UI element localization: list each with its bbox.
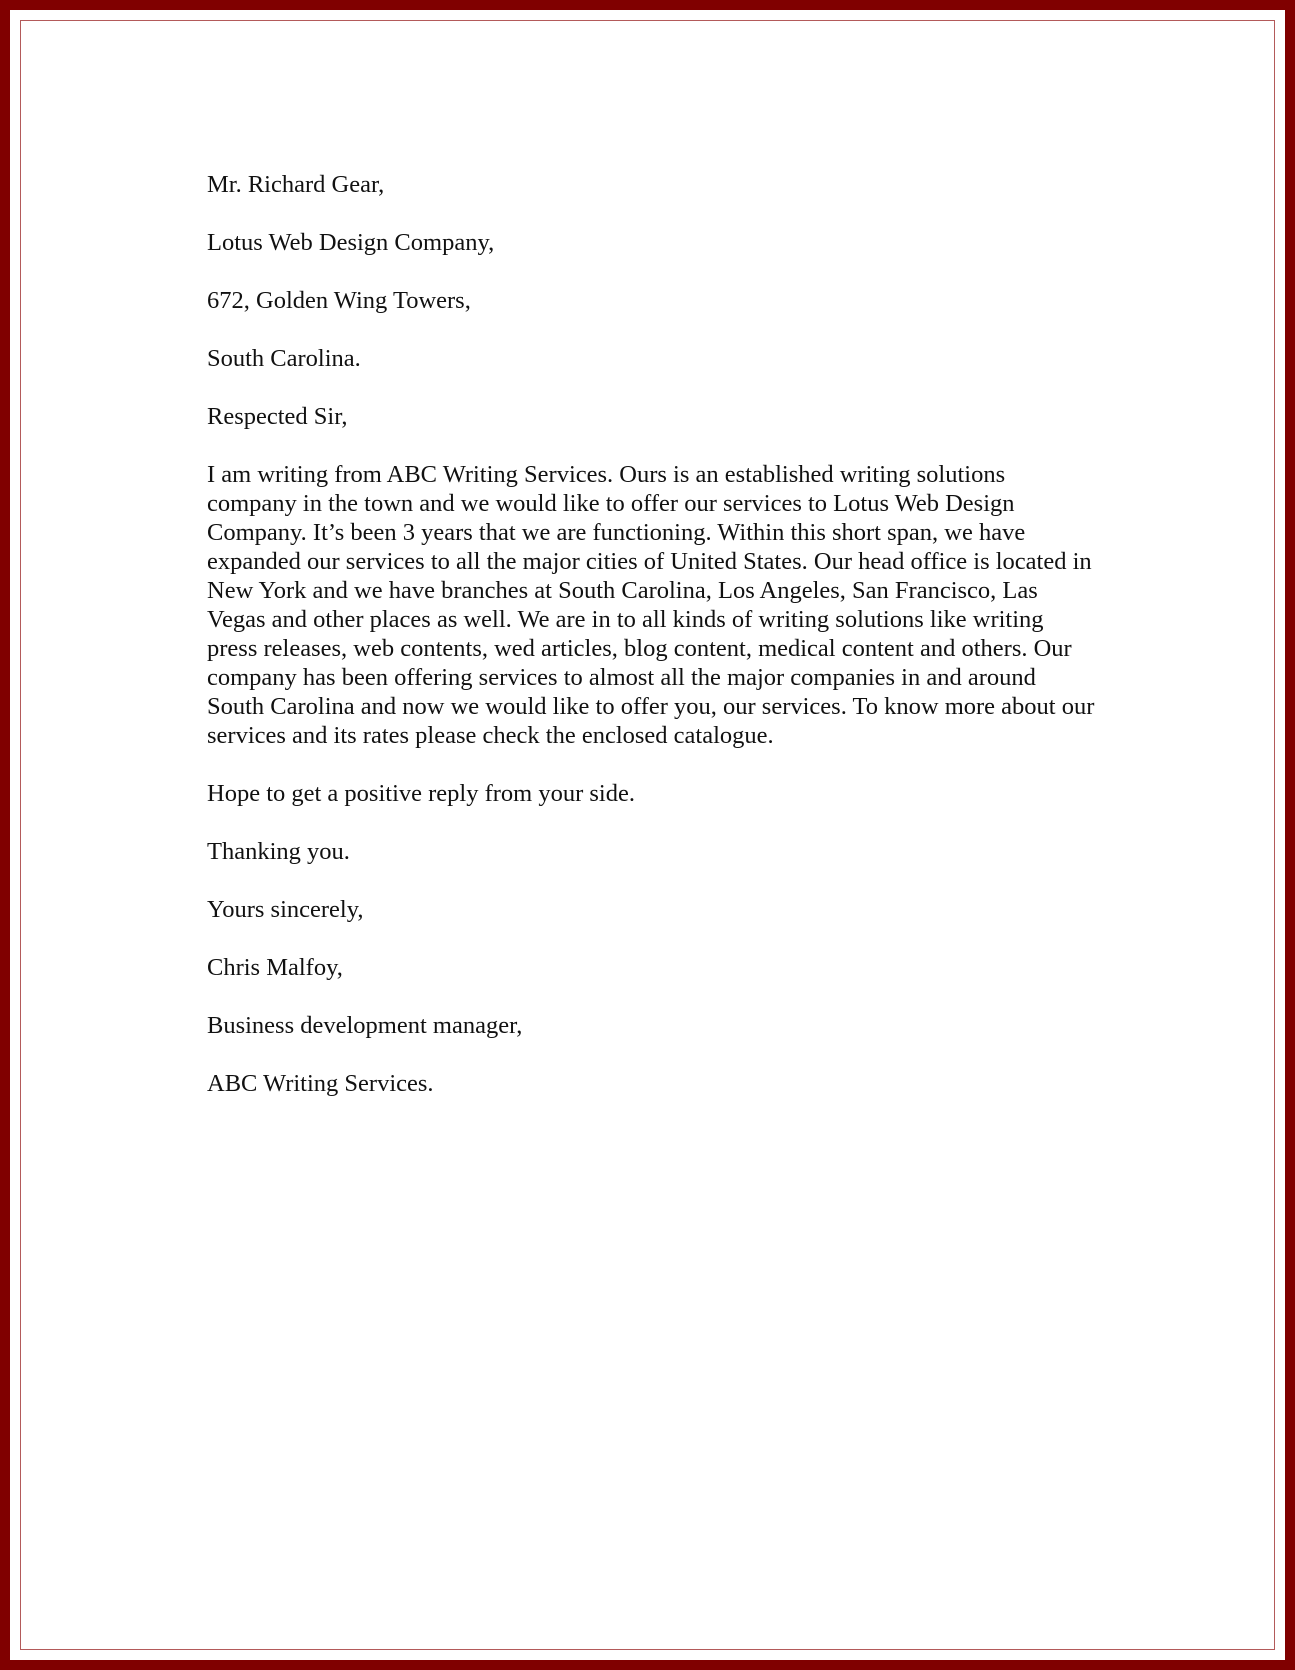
recipient-address: 672, Golden Wing Towers, xyxy=(207,287,471,314)
recipient-company: Lotus Web Design Company, xyxy=(207,229,495,256)
thanks-line: Thanking you. xyxy=(207,838,350,865)
recipient-state: South Carolina. xyxy=(207,345,361,372)
closing-line: Hope to get a positive reply from your side. xyxy=(207,780,635,807)
letter-body xyxy=(207,170,1107,1127)
main-paragraph: I am writing from ABC Writing Services. Ours is an established writing solutions company in the town and we would like to offer our services to Lotus Web Design Company. It’s been 3 years that we are functioning. Within this short span, we have expanded our services to all the major cities of United States. Our head office is located in New York and we have branches at South Carolina, Los Angeles, San Francisco, Las Vegas and other places as well. We are in to all kinds of writing solutions like writing press releases, web contents, wed articles, blog content, medical content and others. Our company has been offering services to almost all the major companies in and around South Carolina and now we would like to offer you, our services. To know more about our services and its rates please check the enclosed catalogue. xyxy=(207,461,1095,749)
sender-company: ABC Writing Services. xyxy=(207,1070,434,1097)
recipient-name: Mr. Richard Gear, xyxy=(207,171,385,198)
sender-title: Business development manager, xyxy=(207,1012,523,1039)
signoff: Yours sincerely, xyxy=(207,896,364,923)
salutation: Respected Sir, xyxy=(207,403,348,430)
sender-name: Chris Malfoy, xyxy=(207,954,343,981)
